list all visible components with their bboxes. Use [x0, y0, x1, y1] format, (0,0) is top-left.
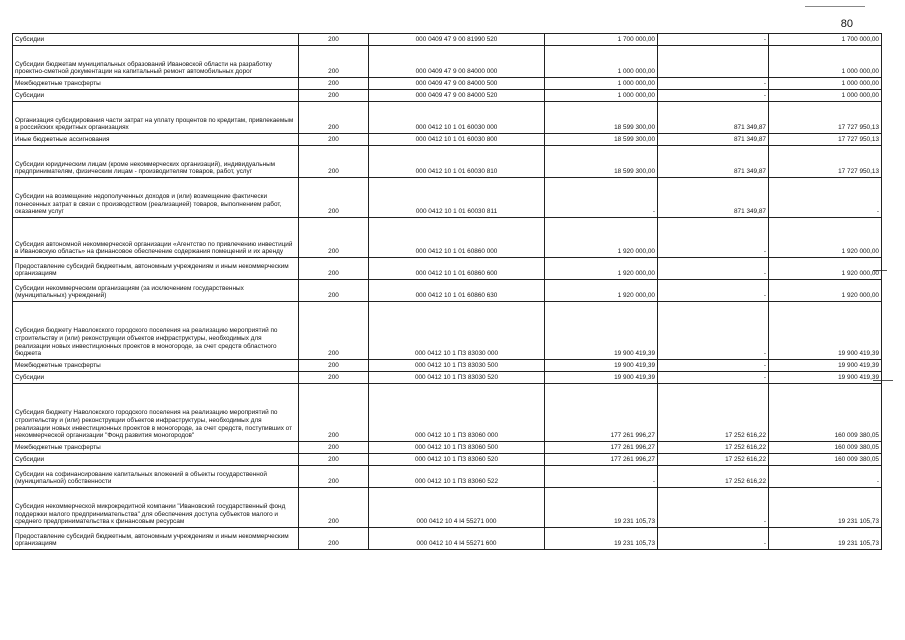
row-classification-cell: 000 0412 10 1 01 60030 811 [369, 178, 545, 218]
row-plan-amount-cell: 1 920 000,00 [545, 258, 658, 280]
row-name-cell: Предоставление субсидий бюджетным, автономным учреждениям и иным некоммерческим организациям [13, 258, 299, 280]
row-classification-cell: 000 0412 10 1 ПЗ 83060 520 [369, 454, 545, 466]
row-classification-cell: 000 0409 47 9 00 84000 000 [369, 46, 545, 78]
row-classification-cell: 000 0412 10 1 01 60030 800 [369, 134, 545, 146]
row-code-cell: 200 [299, 528, 369, 550]
row-change-amount-cell: - [658, 34, 769, 46]
row-change-amount-cell: - [658, 280, 769, 302]
table-row [13, 280, 882, 302]
row-total-amount-cell: 1 920 000,00 [769, 280, 882, 302]
row-plan-amount-cell: 177 261 996,27 [545, 454, 658, 466]
row-plan-amount-cell: 19 900 419,39 [545, 372, 658, 384]
row-total-amount-cell: 17 727 950,13 [769, 102, 882, 134]
table-row [13, 488, 882, 528]
row-total-amount-cell: 19 900 419,39 [769, 372, 882, 384]
row-total-amount-cell: 19 900 419,39 [769, 302, 882, 360]
row-change-amount-cell [658, 46, 769, 78]
table-row [13, 454, 882, 466]
row-code-cell: 200 [299, 34, 369, 46]
table-row [13, 360, 882, 372]
row-name-cell: Субсидия автономной некоммерческой организации «Агентство по привлечению инвестиций в Ивановскую область» на финансовое обеспечение содержания помещений и их аренду [13, 218, 299, 258]
table-row [13, 146, 882, 178]
row-name-cell: Межбюджетные трансферты [13, 442, 299, 454]
row-code-cell: 200 [299, 454, 369, 466]
row-classification-cell: 000 0412 10 1 ПЗ 83060 500 [369, 442, 545, 454]
row-total-amount-cell: 19 231 105,73 [769, 528, 882, 550]
row-name-cell: Межбюджетные трансферты [13, 78, 299, 90]
row-code-cell: 200 [299, 466, 369, 488]
row-plan-amount-cell: 177 261 996,27 [545, 442, 658, 454]
row-code-cell: 200 [299, 360, 369, 372]
row-classification-cell: 000 0412 10 1 01 60860 600 [369, 258, 545, 280]
row-name-cell: Субсидии на софинансирование капитальных вложений в объекты государственной (муниципальной) собственности [13, 466, 299, 488]
budget-table [12, 33, 882, 550]
table-row [13, 372, 882, 384]
row-change-amount-cell: - [658, 372, 769, 384]
row-name-cell: Субсидии [13, 454, 299, 466]
row-name-cell: Субсидия бюджету Наволокского городского поселения на реализацию мероприятий по строительству и (или) реконструкции объектов инфраструктуры, необходимых для реализации новых инвестиционных проектов в моногороде, за счет средств, поступивших от некоммерческой организации "Фонд развития моногородов" [13, 384, 299, 442]
row-change-amount-cell: 17 252 616,22 [658, 454, 769, 466]
row-plan-amount-cell: 19 231 105,73 [545, 528, 658, 550]
row-plan-amount-cell: 19 900 419,39 [545, 302, 658, 360]
row-name-cell: Иные бюджетные ассигнования [13, 134, 299, 146]
row-plan-amount-cell: 1 000 000,00 [545, 46, 658, 78]
row-change-amount-cell: - [658, 528, 769, 550]
row-name-cell: Субсидия бюджету Наволокского городского поселения на реализацию мероприятий по строительству и (или) реконструкции объектов инфраструктуры, необходимых для реализации новых инвестиционных проектов в моногороде, за счет средств областного бюджета [13, 302, 299, 360]
row-change-amount-cell: - [658, 218, 769, 258]
table-body [13, 34, 882, 550]
row-change-amount-cell: - [658, 302, 769, 360]
row-classification-cell: 000 0412 10 1 ПЗ 83030 500 [369, 360, 545, 372]
row-code-cell: 200 [299, 384, 369, 442]
row-code-cell: 200 [299, 442, 369, 454]
page-number: 80 [840, 18, 853, 30]
row-code-cell: 200 [299, 258, 369, 280]
row-name-cell: Субсидии некоммерческим организациям (за исключением государственных (муниципальных) учреждений) [13, 280, 299, 302]
row-classification-cell: 000 0412 10 1 01 60860 630 [369, 280, 545, 302]
row-change-amount-cell: 17 252 616,22 [658, 466, 769, 488]
row-name-cell: Субсидии [13, 34, 299, 46]
row-code-cell: 200 [299, 78, 369, 90]
row-change-amount-cell: - [658, 90, 769, 102]
row-classification-cell: 000 0412 10 4 І4 55271 600 [369, 528, 545, 550]
table-row [13, 134, 882, 146]
row-change-amount-cell: 17 252 616,22 [658, 384, 769, 442]
row-code-cell: 200 [299, 372, 369, 384]
row-total-amount-cell: - [769, 466, 882, 488]
row-total-amount-cell: 1 920 000,00 [769, 258, 882, 280]
row-code-cell: 200 [299, 102, 369, 134]
row-code-cell: 200 [299, 488, 369, 528]
row-change-amount-cell: 871 349,87 [658, 134, 769, 146]
row-name-cell: Субсидии бюджетам муниципальных образований Ивановской области на разработку проектно-сметной документации на капитальный ремонт автомобильных дорог [13, 46, 299, 78]
row-classification-cell: 000 0412 10 1 01 60030 000 [369, 102, 545, 134]
row-total-amount-cell: 17 727 950,13 [769, 146, 882, 178]
row-total-amount-cell: 19 900 419,39 [769, 360, 882, 372]
row-plan-amount-cell: 19 231 105,73 [545, 488, 658, 528]
table-row [13, 384, 882, 442]
top-rule [805, 6, 865, 7]
row-code-cell: 200 [299, 302, 369, 360]
row-code-cell: 200 [299, 218, 369, 258]
row-name-cell: Предоставление субсидий бюджетным, автономным учреждениям и иным некоммерческим организациям [13, 528, 299, 550]
row-total-amount-cell: 1 000 000,00 [769, 78, 882, 90]
row-change-amount-cell: 871 349,87 [658, 102, 769, 134]
row-total-amount-cell: 1 920 000,00 [769, 218, 882, 258]
row-classification-cell: 000 0412 10 1 01 60030 810 [369, 146, 545, 178]
table-row [13, 442, 882, 454]
row-plan-amount-cell: 1 000 000,00 [545, 78, 658, 90]
row-plan-amount-cell: 18 599 300,00 [545, 146, 658, 178]
table-row [13, 102, 882, 134]
row-total-amount-cell: 160 009 380,05 [769, 384, 882, 442]
row-code-cell: 200 [299, 280, 369, 302]
row-code-cell: 200 [299, 146, 369, 178]
row-classification-cell: 000 0412 10 1 ПЗ 83030 520 [369, 372, 545, 384]
row-classification-cell: 000 0412 10 1 ПЗ 83060 522 [369, 466, 545, 488]
table-row [13, 90, 882, 102]
row-code-cell: 200 [299, 134, 369, 146]
row-name-cell: Межбюджетные трансферты [13, 360, 299, 372]
table-row [13, 218, 882, 258]
row-plan-amount-cell: 177 261 996,27 [545, 384, 658, 442]
row-name-cell: Организация субсидирования части затрат на уплату процентов по кредитам, привлекаемым в российских кредитных организациях [13, 102, 299, 134]
table-row [13, 78, 882, 90]
row-total-amount-cell: - [769, 178, 882, 218]
row-plan-amount-cell: - [545, 178, 658, 218]
row-classification-cell: 000 0409 47 9 00 84000 500 [369, 78, 545, 90]
row-total-amount-cell: 160 009 380,05 [769, 442, 882, 454]
row-total-amount-cell: 19 231 105,73 [769, 488, 882, 528]
row-plan-amount-cell: 19 900 419,39 [545, 360, 658, 372]
table-row [13, 466, 882, 488]
table-row [13, 46, 882, 78]
row-plan-amount-cell: 1 920 000,00 [545, 280, 658, 302]
table-row [13, 258, 882, 280]
row-plan-amount-cell: 18 599 300,00 [545, 102, 658, 134]
row-classification-cell: 000 0412 10 1 ПЗ 83030 000 [369, 302, 545, 360]
row-plan-amount-cell: - [545, 466, 658, 488]
row-name-cell: Субсидии [13, 372, 299, 384]
row-code-cell: 200 [299, 46, 369, 78]
row-plan-amount-cell: 1 000 000,00 [545, 90, 658, 102]
table-row [13, 178, 882, 218]
row-change-amount-cell: 871 349,87 [658, 146, 769, 178]
row-plan-amount-cell: 18 599 300,00 [545, 134, 658, 146]
row-name-cell: Субсидии юридическим лицам (кроме некоммерческих организаций), индивидуальным предпринимателям, физическим лицам - производителям товаров, работ, услуг [13, 146, 299, 178]
row-total-amount-cell: 17 727 950,13 [769, 134, 882, 146]
row-change-amount-cell: - [658, 258, 769, 280]
row-classification-cell: 000 0409 47 9 00 81990 520 [369, 34, 545, 46]
row-name-cell: Субсидии [13, 90, 299, 102]
row-code-cell: 200 [299, 90, 369, 102]
row-total-amount-cell: 160 009 380,05 [769, 454, 882, 466]
row-code-cell: 200 [299, 178, 369, 218]
row-classification-cell: 000 0412 10 4 І4 55271 000 [369, 488, 545, 528]
row-name-cell: Субсидии на возмещение недополученных доходов и (или) возмещение фактически понесенных затрат в связи с производством (реализацией) товаров, выполнением работ, оказанием услуг [13, 178, 299, 218]
row-change-amount-cell: 17 252 616,22 [658, 442, 769, 454]
table-row [13, 528, 882, 550]
row-total-amount-cell: 1 700 000,00 [769, 34, 882, 46]
row-change-amount-cell: - [658, 360, 769, 372]
row-change-amount-cell: 871 349,87 [658, 178, 769, 218]
table-row [13, 302, 882, 360]
row-name-cell: Субсидия некоммерческой микрокредитной компании "Ивановский государственный фонд поддержки малого предпринимательства" для обеспечения доступа субъектов малого и среднего предпринимательства к финансовым ресурсам [13, 488, 299, 528]
row-classification-cell: 000 0409 47 9 00 84000 520 [369, 90, 545, 102]
row-change-amount-cell: - [658, 78, 769, 90]
row-total-amount-cell: 1 000 000,00 [769, 46, 882, 78]
row-classification-cell: 000 0412 10 1 ПЗ 83060 000 [369, 384, 545, 442]
row-total-amount-cell: 1 000 000,00 [769, 90, 882, 102]
row-classification-cell: 000 0412 10 1 01 60860 000 [369, 218, 545, 258]
row-plan-amount-cell: 1 920 000,00 [545, 218, 658, 258]
row-change-amount-cell: - [658, 488, 769, 528]
table-row [13, 34, 882, 46]
row-plan-amount-cell: 1 700 000,00 [545, 34, 658, 46]
